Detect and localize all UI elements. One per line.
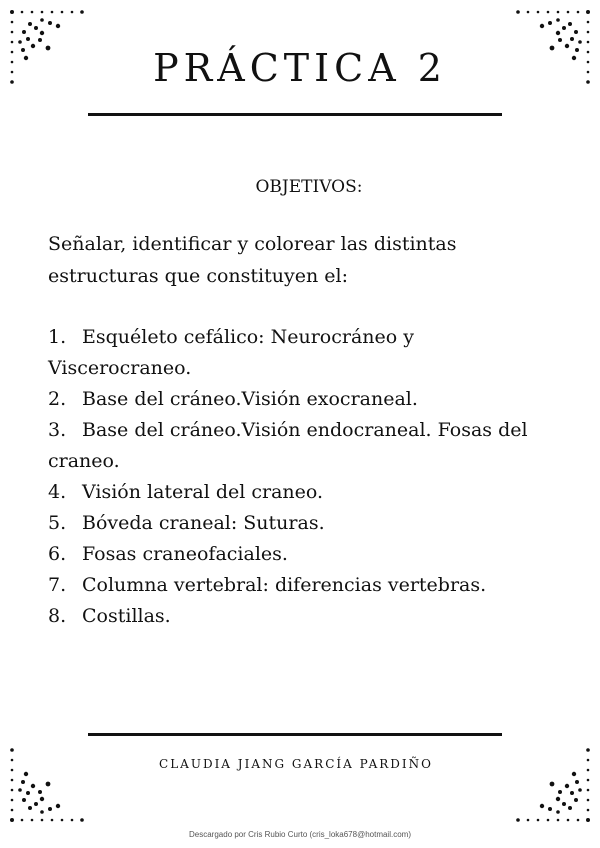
download-note: Descargado por Cris Rubio Curto (cris_loka678@hotmail.com)	[189, 830, 411, 839]
footer-divider	[88, 733, 502, 736]
list-item-number: 5.	[48, 512, 67, 534]
list-item	[48, 570, 563, 601]
page-title: PRÁCTICA 2	[153, 46, 447, 90]
list-item-text: Columna vertebral: diferencias vertebras.	[82, 574, 487, 596]
list-item	[48, 415, 563, 477]
list-item-number: 2.	[48, 388, 67, 410]
list-item-number: 3.	[48, 419, 67, 441]
intro-paragraph: Señalar, identificar y colorear las distintas estructuras que constituyen el:	[48, 233, 457, 287]
author-name: CLAUDIA JIANG GARCÍA PARDIÑO	[159, 757, 433, 771]
list-item-text: Esquéleto cefálico: Neurocráneo y Viscerocraneo.	[48, 326, 414, 379]
list-item	[48, 508, 563, 539]
list-item-text: Base del cráneo.Visión exocraneal.	[82, 388, 418, 410]
list-item-text: Visión lateral del craneo.	[82, 481, 324, 503]
objectives-heading: OBJETIVOS:	[255, 177, 363, 197]
list-item-text: Base del cráneo.Visión endocraneal. Fosas del craneo.	[48, 419, 528, 472]
list-item-text: Fosas craneofaciales.	[82, 543, 288, 565]
list-item	[48, 384, 563, 415]
list-item-number: 7.	[48, 574, 67, 596]
list-item	[48, 601, 563, 632]
list-item	[48, 477, 563, 508]
list-item-number: 6.	[48, 543, 67, 565]
list-item-number: 8.	[48, 605, 67, 627]
list-item	[48, 539, 563, 570]
list-item-text: Bóveda craneal: Suturas.	[82, 512, 325, 534]
objectives-list	[48, 322, 563, 632]
title-divider	[88, 113, 502, 116]
list-item-number: 4.	[48, 481, 67, 503]
list-item-number: 1.	[48, 326, 67, 348]
list-item	[48, 322, 563, 384]
list-item-text: Costillas.	[82, 605, 171, 627]
